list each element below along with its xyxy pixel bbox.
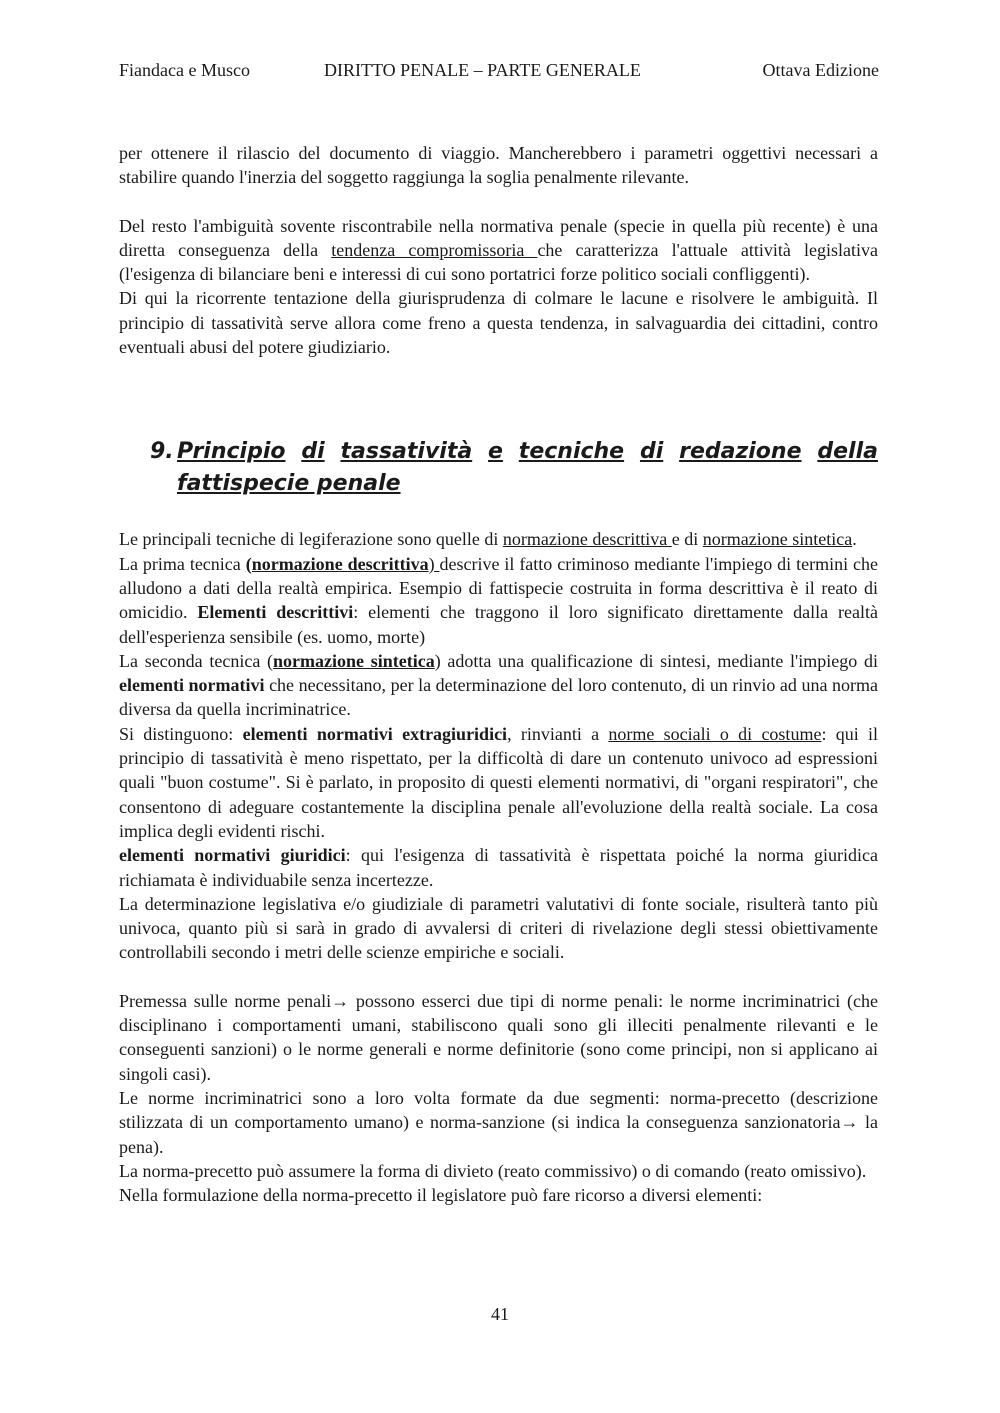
paragraph-6: La seconda tecnica (normazione sintetica) adotta una qualificazione di sintesi, mediante l'impiego di elementi normativi che necessitano, per la determinazione del loro contenuto, di un rinvio ad una norma diversa da quella incriminatrice.	[119, 650, 878, 720]
paragraph-9: La determinazione legislativa e/o giudiziale di parametri valutativi di fonte sociale, risulterà tanto più univoca, quanto più si sarà in grado di avvalersi di criteri di rivelazione degli stessi obiettivamente controllabili secondo i metri delle scienze empiriche e sociali.	[119, 893, 878, 963]
paragraph-5: La prima tecnica (normazione descrittiva) descrive il fatto criminoso mediante l'impiego di termini che alludono a dati della realtà empirica. Esempio di fattispecie costruita in forma descrittiva è il reato di omicidio. Elementi descrittivi: elementi che traggono il loro significato direttamente dalla realtà dell'esperienza sensibile (es. uomo, morte)	[119, 553, 878, 647]
header-book-title: DIRITTO PENALE – PARTE GENERALE	[324, 60, 641, 80]
paragraph-7: Si distinguono: elementi normativi extragiuridici, rinvianti a norme sociali o di costume: qui il principio di tassatività è meno rispettato, per la difficoltà di dare un contenuto univoco ad espressioni quali "buon costume". Si è parlato, in proposito di questi elementi normativi, di "organi respiratori", che consentono di adeguare costantemente la disciplina penale all'evoluzione della realtà sociale. La cosa implica degli evidenti rischi.	[119, 723, 878, 841]
paragraph-2: Del resto l'ambiguità sovente riscontrabile nella normativa penale (specie in quella più recente) è una diretta conseguenza della tendenza compromissoria che caratterizza l'attuale attività legislativa (l'esigenza di bilanciare beni e interessi di cui sono portatrici forze politico sociali confliggenti).	[119, 215, 878, 285]
section-title-line2: fattispecie penale	[177, 471, 401, 497]
page-body	[119, 141, 878, 1207]
paragraph-13: Nella formulazione della norma-precetto il legislatore può fare ricorso a diversi elementi:	[119, 1185, 763, 1206]
paragraph-8: elementi normativi giuridici: qui l'esigenza di tassatività è rispettata poiché la norma giuridica richiamata è individuabile senza incertezze.	[119, 845, 878, 890]
paragraph-4: Le principali tecniche di legiferazione sono quelle di normazione descrittiva e di normazione sintetica.	[119, 529, 857, 550]
header-authors: Fiandaca e Musco	[119, 60, 250, 80]
section-number: 9. Principio	[150, 439, 286, 465]
section-heading: 9. Principio di tassatività e tecniche di redazione della fattispecie penale	[119, 436, 878, 500]
paragraph-11: Le norme incriminatrici sono a loro volta formate da due segmenti: norma-precetto (descrizione stilizzata di un comportamento umano) e norma-sanzione (si indica la conseguenza sanzionatoria→ la pena).	[119, 1087, 878, 1157]
paragraph-1: per ottenere il rilascio del documento di viaggio. Mancherebbero i parametri oggettivi necessari a stabilire quando l'inerzia del soggetto raggiunga la soglia penalmente rilevante.	[119, 143, 878, 188]
page-number: 41	[491, 1304, 509, 1324]
paragraph-12: La norma-precetto può assumere la forma di divieto (reato commissivo) o di comando (reato omissivo).	[119, 1160, 867, 1181]
paragraph-10: Premessa sulle norme penali→ possono esserci due tipi di norme penali: le norme incriminatrici (che disciplinano i comportamenti umani, stabiliscono quali sono gli illeciti penalmente rilevanti e le conseguenti sanzioni) o le norme generali e norme definitorie (sono come principi, non si applicano ai singoli casi).	[119, 990, 878, 1084]
paragraph-3: Di qui la ricorrente tentazione della giurisprudenza di colmare le lacune e risolvere le ambiguità. Il principio di tassatività serve allora come freno a questa tendenza, in salvaguardia dei cittadini, contro eventuali abusi del potere giudiziario.	[119, 288, 878, 358]
running-header	[119, 60, 879, 86]
header-edition: Ottava Edizione	[762, 60, 879, 80]
underlined-term: tendenza compromissoria	[331, 239, 538, 260]
